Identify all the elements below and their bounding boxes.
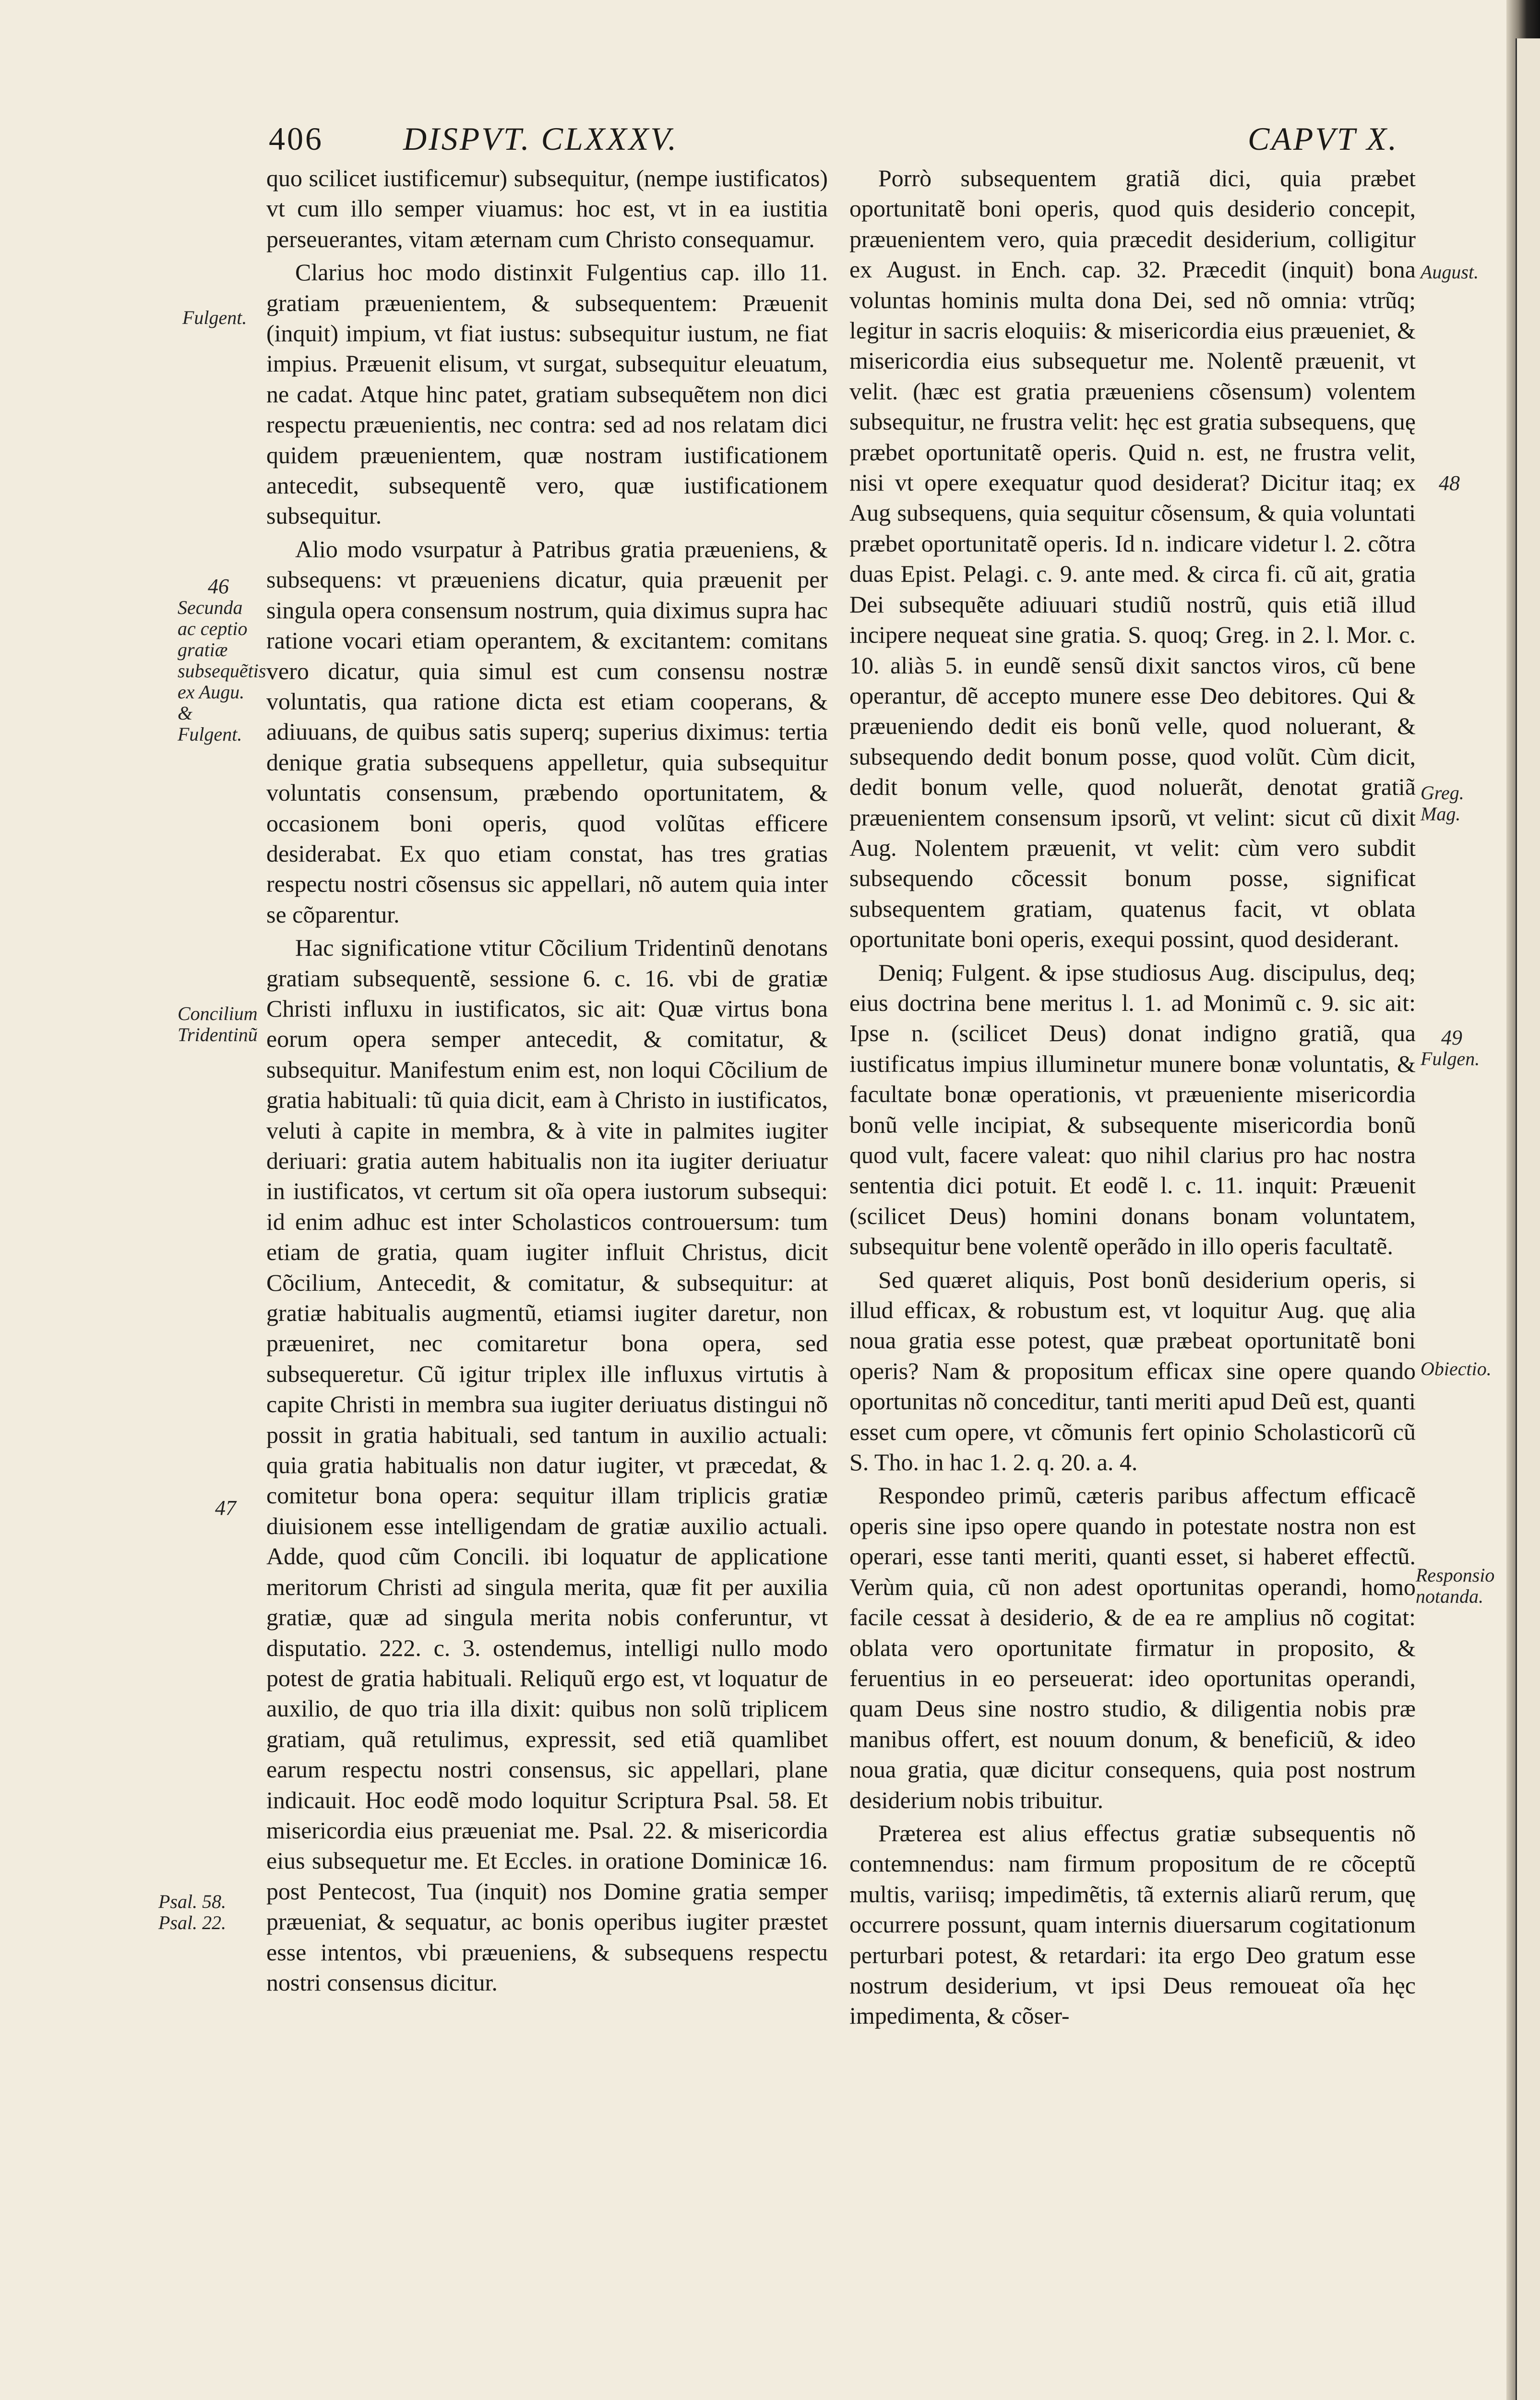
paragraph: Hac significatione vtitur Cõcilium Tridentinũ denotans gratiam subsequentẽ, sessione 6. c. 16. vbi de gratiæ Christi influxu in iustificatos, sic ait: Quæ virtus bona eorum opera semper antecedit, & comitatur, & subsequitur. Manifestum enim est, non loqui Cõcilium de gratia habituali: tũ quia dicit, eam à Christo in iustificatos, veluti à capite in membra, & à vite in palmites iugiter deriuari: gratia autem habitualis non ita iugiter deriuatur in iustificatos, vt certum sit oĩa opera iustorum subsequi: id enim adhuc est inter Scholasticos controuersum: tum etiam de gratia, quam iugiter influit Christus, dicit Cõcilium, Antecedit, & comitatur, & subsequitur: at gratiæ habitualis augmentũ, etiamsi iugiter daretur, non præueniret, nec comitaretur bona opera, sed subsequeretur. Cũ igitur triplex ille influxus virtutis à capite Christi in membra sua iugiter deriuatus distingui nõ possit in gratia habituali, sed tantum in auxilio actuali: quia gratia habitualis non datur iugiter, vt præcedat, & comitetur bona opera: sequitur illam triplicis gratiæ diuisionem esse intelligendam de gratiæ auxilio actuali. Adde, quod cũm Concili. ibi loquatur de applicatione meritorum Christi ad singula merita, quæ fit per auxilia gratiæ, quæ ad singula merita nobis conferuntur, vt disputatio. 222. c. 3. ostendemus, intelligi nullo modo potest de gratia habituali. Reliquũ ergo est, vt loquatur de auxilio, de quo tria illa dixit: quibus non solũ triplicem gratiam, quã retulimus, expressit, sed etiã quamlibet earum respectu nostri consensus, sic appellari, plane indicauit. Hoc eodẽ modo loquitur Scriptura Psal. 58. Et misericordia eius præueniat me. Psal. 22. & misericordia eius subsequetur me. Et Eccles. in oratione Dominicæ 16. post Pentecost, Tua (inquit) nos Domine gratia semper præueniat, & sequatur, ac bonis operibus iugiter præstet esse intentos, vbi præueniens, & subsequens respectu nostri consensus dicitur. xyxy=(266,934,828,1996)
margin-note xyxy=(1416,1564,1495,1607)
paragraph: quo scilicet iustificemur) subsequitur, (nempe iustificatos) vt cum illo semper viuamus: hoc est, vt in ea iustitia perseuerantes, vitam æternam cum Christo consequamur. xyxy=(266,165,828,252)
margin-note xyxy=(1425,473,1473,494)
margin-number: 49 xyxy=(1441,1026,1462,1049)
margin-note-text: Obiectio. xyxy=(1421,1358,1492,1380)
margin-note-text: Fulgent. xyxy=(182,307,247,328)
margin-note xyxy=(1421,782,1483,825)
margin-number: 46 xyxy=(208,575,229,598)
margin-note xyxy=(197,1498,254,1519)
margin-note xyxy=(1421,262,1483,283)
right-text-column xyxy=(849,163,1416,2034)
margin-note-text: Secunda ac ceptio gratiæ subsequẽtis ex Augu. & Fulgent. xyxy=(178,597,266,745)
running-header xyxy=(269,120,1411,163)
margin-number: 47 xyxy=(215,1496,236,1520)
chapter-title: CAPVT X. xyxy=(1248,120,1399,157)
paragraph: Porrò subsequentem gratiã dici, quia præbet oportunitatẽ boni operis, quod quis desiderio concepit, præuenientem vero, quia præcedit desiderium, colligitur ex August. in Ench. cap. 32. Præcedit (inquit) bona voluntas hominis multa dona Dei, sed nõ omnia: vtrũq; legitur in sacris eloquiis: & misericordia eius præueniet, & misericordia eius subsequetur me. Nolentẽ præuenit, vt velit. (hæc est gratia præueniens cõsensum) volentem subsequitur, ne frustra velit: hęc est gratia subsequens, quę præbet oportunitatẽ operis. Quid n. est, ne frustra velit, nisi vt opere exequatur quod desiderat? Dicitur itaq; ex Aug subsequens, quia sequitur cõsensum, & quia voluntati præbet oportunitatẽ operis. Id n. indicare videtur l. 2. cõtra duas Epist. Pelagi. c. 9. ante med. & circa fi. cũ ait, gratia Dei subsequẽte adiuuari studiũ nostrũ, quis etiã illud incipere nequeat sine gratia. S. quoq; Greg. in 2. l. Mor. c. 10. aliàs 5. in eundẽ sensũ dixit sanctos viros, cũ bene operantur, dẽ accepto munere esse Deo debitores. Qui & præueniendo dedit eis bonũ velle, quod noluerant, & subsequendo dedit bonum posse, quod volũt. Cùm dicit, dedit bonum velle, quod noluerãt, denotat gratiã præuenientem consensum ipsorũ, vt velint: sicut cũ dixit Aug. Nolentem præuenit, vt velit: cùm vero subdit subsequendo cõcessit bonum posse, significat subsequentem gratiam, quatenus facit, vt oblata oportunitate boni operis, exequi possint, quod desiderant. xyxy=(849,165,1416,953)
margin-note xyxy=(182,307,254,328)
margin-note-text: Responsio notanda. xyxy=(1416,1564,1495,1607)
margin-note-text: Greg. Mag. xyxy=(1421,782,1464,825)
margin-number: 48 xyxy=(1439,471,1460,495)
adjacent-page-edge xyxy=(1516,38,1540,2400)
margin-note xyxy=(1421,1027,1483,1069)
paragraph: Sed quæret aliquis, Post bonũ desiderium operis, si illud efficax, & robustum est, vt loquitur Aug. quę alia noua gratia esse potest, quæ præbeat oportunitatẽ boni operis? Nam & propositum efficax sine opere quando oportunitas nõ conceditur, tanti meriti apud Deũ est, quanti esset cum opere, vt cõmunis fert opinio Scholasticorũ cũ S. Tho. in hac 1. 2. q. 20. a. 4. xyxy=(849,1266,1416,1476)
margin-note xyxy=(1421,1358,1492,1380)
margin-note xyxy=(178,575,266,745)
margin-note-text: August. xyxy=(1421,261,1479,283)
paragraph: Clarius hoc modo distinxit Fulgentius cap. illo 11. gratiam præuenientem, & subsequentem: Præuenit (inquit) impium, vt fiat iustus: subsequitur iustum, ne fiat impius. Præuenit elisum, vt surgat, subsequitur eleuatum, ne cadat. Atque hinc patet, gratiam subsequẽtem non dici respectu præuenientis, nec contra: sed ad nos relatam dici quidem præuenientem, quæ nostram iustificationem antecedit, subsequentẽ vero, quæ iustificationem subsequitur. xyxy=(266,259,828,529)
paragraph: Alio modo vsurpatur à Patribus gratia præueniens, & subsequens: vt præueniens dicatur, quia præuenit per singula opera consensum nostrum, quia diximus supra hac ratione vocari etiam operantem, & excitantem: comitans vero dicatur, quia simul est cum consensu nostræ voluntatis, qua ratione dicta est etiam cooperans, & adiuuans, de quibus satis superq; superius diximus: tertia denique gratia subsequens appelletur, quia subsequitur voluntatis consensum, præbendo oportunitatem, & occasionem boni operis, quod volũtas efficere desiderabat. Ex quo etiam constat, has tres gratias respectu nostri cõsensus sic appellari, nõ autem quia inter se cõparentur. xyxy=(266,535,828,928)
margin-note-text: Psal. 58. Psal. 22. xyxy=(158,1891,227,1933)
paragraph: Deniq; Fulgent. & ipse studiosus Aug. discipulus, deq; eius doctrina bene meritus l. 1. ad Monimũ c. 9. sic ait: Ipse n. (scilicet Deus) donat indigno gratiã, qua iustificatus impius illuminetur munere bonæ voluntatis, & facultate bonæ operationis, vt præueniente misericordia bonũ velle incipiat, & subsequente misericordia bonũ quod vult, facere valeat: quo nihil clarius pro hac nostra sententia dici potuit. Et eodẽ l. c. 11. inquit: Præuenit (scilicet Deus) homini donans bonam voluntatem, subsequitur bene volentẽ operãdo in illo operis facultatẽ. xyxy=(849,959,1416,1260)
margin-note xyxy=(178,1003,259,1045)
paragraph: Præterea est alius effectus gratiæ subsequentis nõ contemnendus: nam firmum propositum de re cõceptũ multis, variisq; impedimẽtis, tã externis aliarũ rerum, quę occurrere possunt, quam internis diuersarum cogitationum perturbari potest, & retardari: ita ergo Deo gratum esse nostrum desiderium, vt ipsi Deus remoueat oĩa hęc impedimenta, & cõser- xyxy=(849,1819,1416,2029)
margin-note xyxy=(158,1891,245,1933)
margin-note-text: Concilium Tridentinũ xyxy=(178,1003,258,1045)
page-number: 406 xyxy=(269,120,323,157)
disputation-title: DISPVT. CLXXXV. xyxy=(403,120,679,157)
left-text-column xyxy=(266,163,828,2001)
margin-note-text: Fulgen. xyxy=(1421,1048,1480,1069)
paragraph: Respondeo primũ, cæteris paribus affectum efficacẽ operis sine ipso opere quando in potestate nostra non est operari, esse tanti meriti, quanti esset, si haberet effectũ. Verùm quia, cũ non adest oportunitas operandi, homo facile cessat à desiderio, & de ea re amplius nõ cogitat: oblata vero oportunitate firmatur in proposito, & feruentius in eo perseuerat: ideo oportunitas operandi, quam Deus sine nostro studio, & diligentia nobis præ manibus offert, est nouum donum, & beneficiũ, & ideo noua gratia, quæ dicitur consequens, quia post nostrum desiderium nobis tribuitur. xyxy=(849,1482,1416,1813)
